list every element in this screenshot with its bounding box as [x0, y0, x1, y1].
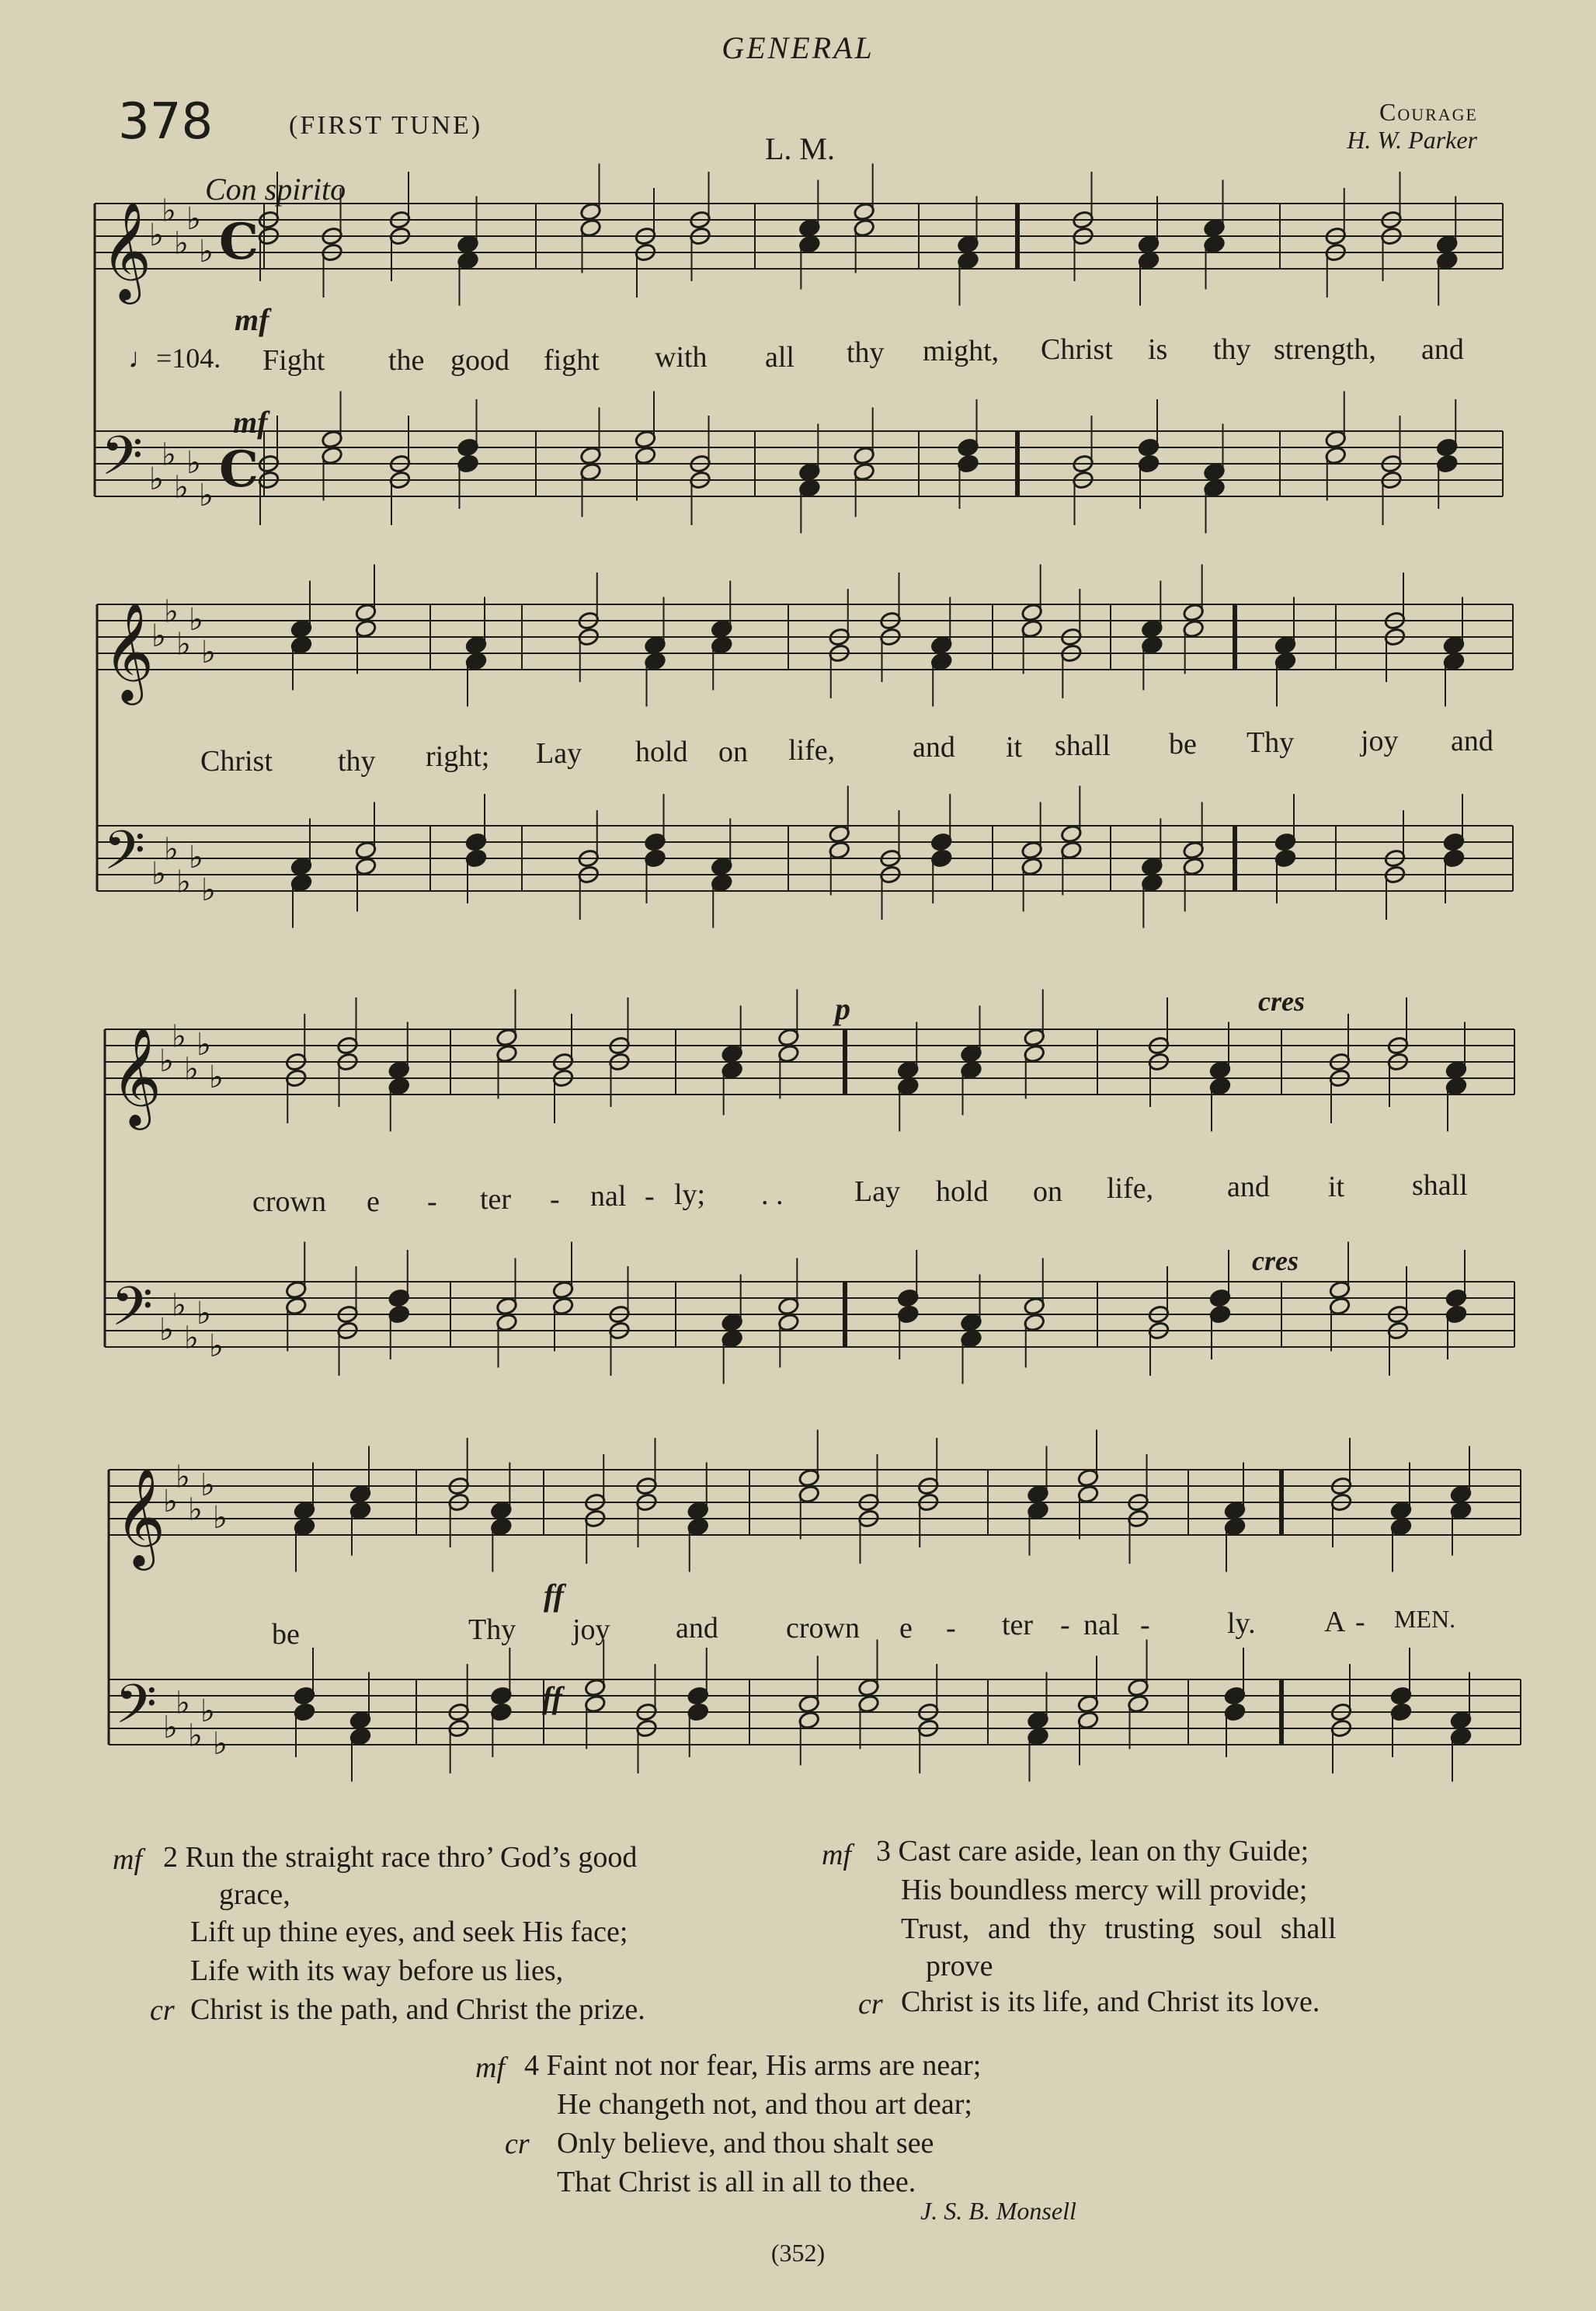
lyric: joy	[1361, 725, 1399, 757]
verse-line: Lift up thine eyes, and seek His face;	[190, 1916, 628, 1948]
flat-icon: ♭	[163, 1710, 178, 1745]
flat-icon: ♭	[159, 1312, 174, 1348]
verse-line: prove	[926, 1950, 993, 1982]
lyric: Lay	[854, 1175, 901, 1208]
lyric: it	[1328, 1171, 1345, 1203]
treble-clef-icon: 𝄞	[103, 601, 155, 701]
lyric: thy	[1213, 333, 1251, 366]
lyric: -	[1060, 1609, 1070, 1641]
verse-dynamic: mf	[822, 1839, 851, 1871]
lyric: thy	[338, 745, 376, 778]
flat-icon: ♭	[149, 218, 164, 253]
double-barline	[843, 1282, 847, 1347]
lyric: MEN.	[1394, 1605, 1456, 1633]
double-barline	[843, 1029, 847, 1095]
lyric: ly.	[1227, 1607, 1256, 1640]
treble-clef-icon: 𝄞	[115, 1467, 166, 1566]
lyric: hold	[936, 1175, 989, 1208]
lyric: hold	[635, 736, 688, 768]
lyric: it	[1006, 731, 1023, 764]
lyric: Thy	[468, 1613, 516, 1646]
common-time-icon: C	[219, 213, 259, 271]
notes	[258, 164, 1473, 1782]
bass-clef-icon: 𝄢	[111, 1275, 154, 1351]
lyric: with	[655, 341, 708, 374]
verse-dynamic: cr	[505, 2128, 530, 2160]
lyric: -	[1355, 1606, 1365, 1638]
flat-icon: ♭	[164, 593, 179, 630]
flat-icon: ♭	[209, 1060, 224, 1095]
bass-clef-icon: 𝄢	[115, 1672, 158, 1749]
lyric: strength,	[1274, 333, 1376, 366]
lyric: shall	[1055, 729, 1111, 762]
lyric: crown	[252, 1185, 326, 1218]
flat-icon: ♭	[174, 469, 189, 506]
tune-name: Courage	[1379, 98, 1478, 126]
flat-icon: ♭	[162, 193, 176, 229]
bass-clef-icon: 𝄢	[101, 424, 144, 500]
dynamic-ff-treble: ff	[544, 1578, 564, 1613]
flat-icon: ♭	[184, 1320, 199, 1356]
verse-dynamic: cr	[150, 1994, 175, 2027]
flat-icon: ♭	[184, 1051, 199, 1088]
flat-icon: ♭	[196, 1296, 211, 1331]
flat-icon: ♭	[176, 1459, 190, 1495]
verse-line: Christ is the path, and Christ the prize.	[190, 1993, 645, 2026]
lyric: e	[367, 1185, 380, 1218]
lyric: and	[1227, 1171, 1270, 1203]
lyric: ly;	[674, 1178, 706, 1211]
lyric: might,	[923, 335, 1000, 367]
meter-label: L. M.	[765, 131, 835, 166]
lyric: joy	[572, 1613, 610, 1646]
flat-icon: ♭	[174, 225, 189, 262]
verse-line: grace,	[219, 1878, 290, 1911]
lyric: . .	[761, 1178, 784, 1211]
flat-icon: ♭	[200, 1467, 215, 1503]
tune-label: (FIRST TUNE)	[289, 111, 483, 140]
double-barline	[1279, 1470, 1284, 1535]
tempo-marking: Con spirito	[205, 172, 346, 207]
flat-icon: ♭	[189, 840, 203, 875]
lyric: life,	[788, 734, 836, 767]
lyric: thy	[847, 336, 885, 369]
verse-dynamic: mf	[113, 1843, 142, 1876]
flat-icon: ♭	[213, 1500, 228, 1536]
lyric: and	[1451, 725, 1493, 757]
flat-icon: ♭	[200, 1693, 215, 1729]
flat-icon: ♭	[176, 864, 191, 900]
lyric: -	[1140, 1609, 1150, 1641]
lyric: shall	[1412, 1169, 1468, 1202]
double-barline	[1233, 604, 1237, 670]
flat-icon: ♭	[213, 1726, 228, 1762]
treble-clef-icon: 𝄞	[101, 200, 152, 300]
flat-icon: ♭	[199, 478, 214, 513]
flat-icon: ♭	[162, 437, 176, 473]
lyric: the	[388, 344, 425, 377]
hymn-number: 378	[118, 93, 214, 151]
flat-icon: ♭	[188, 1718, 203, 1754]
flat-icon: ♭	[186, 445, 201, 481]
flat-icon: ♭	[189, 602, 203, 638]
flat-icon: ♭	[209, 1328, 224, 1364]
lyric: Fight	[263, 344, 325, 377]
lyric: ter	[1002, 1609, 1034, 1641]
flat-icon: ♭	[151, 856, 166, 892]
lyric: on	[718, 736, 748, 768]
flat-icon: ♭	[176, 626, 191, 663]
lyric: fight	[544, 344, 600, 377]
verse-dynamic: mf	[475, 2052, 505, 2084]
lyric: crown	[786, 1612, 860, 1644]
lyric: Lay	[536, 737, 582, 770]
verse-line: Christ is its life, and Christ its love.	[901, 1986, 1320, 2018]
dynamic-mf-treble: mf	[235, 302, 269, 337]
lyric: on	[1033, 1175, 1062, 1208]
verse-line: Trust, and thy trusting soul shall	[901, 1912, 1337, 1945]
lyric: Christ	[200, 745, 273, 778]
lyric: good	[450, 344, 509, 377]
flat-icon: ♭	[149, 461, 164, 497]
flat-icon: ♭	[164, 831, 179, 868]
verse-line: 3 Cast care aside, lean on thy Guide;	[876, 1835, 1309, 1867]
flat-icon: ♭	[172, 1018, 186, 1055]
flat-icon: ♭	[201, 872, 216, 908]
lyric: -	[427, 1185, 437, 1218]
lyric: and	[676, 1612, 718, 1644]
double-barline	[1279, 1679, 1284, 1745]
treble-clef-icon: 𝄞	[111, 1026, 162, 1126]
dynamic-cres-treble: cres	[1258, 986, 1305, 1017]
verse-dynamic: cr	[858, 1988, 883, 2020]
flat-icon: ♭	[159, 1043, 174, 1079]
double-barline	[1015, 204, 1020, 269]
verse-line: 2 Run the straight race thro’ God’s good	[163, 1841, 638, 1874]
lyric: all	[765, 341, 795, 374]
dynamic-mf-bass: mf	[233, 405, 268, 440]
double-barline	[1233, 826, 1237, 891]
verse-line: He changeth not, and thou art dear;	[557, 2088, 972, 2121]
lyric: life,	[1107, 1172, 1154, 1205]
flat-icon: ♭	[188, 1491, 203, 1528]
metronome-marking: ♩=104.	[128, 343, 221, 374]
lyric: be	[272, 1618, 300, 1651]
lyric: and	[913, 731, 955, 764]
flat-icon: ♭	[176, 1685, 190, 1721]
lyric: Thy	[1247, 726, 1295, 759]
lyric: is	[1148, 333, 1168, 366]
double-barline	[1015, 431, 1020, 496]
lyric: A	[1324, 1606, 1346, 1638]
verse-line: 4 Faint not nor fear, His arms are near;	[524, 2049, 982, 2082]
verse-line: Only believe, and thou shalt see	[557, 2127, 934, 2160]
flat-icon: ♭	[186, 201, 201, 237]
lyric: -	[645, 1180, 655, 1213]
lyric: ter	[480, 1183, 512, 1216]
bass-clef-icon: 𝄢	[103, 819, 146, 895]
lyric: be	[1169, 728, 1197, 760]
flat-icon: ♭	[196, 1027, 211, 1063]
dynamic-p: p	[835, 991, 850, 1026]
flat-icon: ♭	[199, 234, 214, 270]
common-time-icon: C	[219, 440, 259, 499]
flat-icon: ♭	[201, 635, 216, 670]
composer: H. W. Parker	[1347, 126, 1477, 154]
running-head: GENERAL	[722, 30, 874, 65]
lyric: and	[1421, 333, 1464, 366]
lyric: right;	[426, 740, 490, 773]
flat-icon: ♭	[163, 1484, 178, 1519]
flat-icon: ♭	[172, 1287, 186, 1324]
page-number: (352)	[770, 2239, 826, 2267]
author-credit: J. S. B. Monsell	[920, 2197, 1076, 2225]
lyric: e	[899, 1612, 913, 1644]
verse-line: That Christ is all in all to thee.	[557, 2166, 916, 2198]
dynamic-cres-bass: cres	[1252, 1245, 1299, 1276]
verse-line: His boundless mercy will provide;	[901, 1874, 1308, 1906]
lyric: nal	[590, 1180, 627, 1213]
lyric: -	[550, 1183, 560, 1216]
lyric: -	[946, 1612, 956, 1644]
flat-icon: ♭	[151, 618, 166, 654]
lyric: Christ	[1041, 333, 1113, 366]
dynamic-ff-bass: ff	[542, 1680, 562, 1715]
verse-line: Life with its way before us lies,	[190, 1954, 564, 1987]
lyric: nal	[1083, 1609, 1120, 1641]
